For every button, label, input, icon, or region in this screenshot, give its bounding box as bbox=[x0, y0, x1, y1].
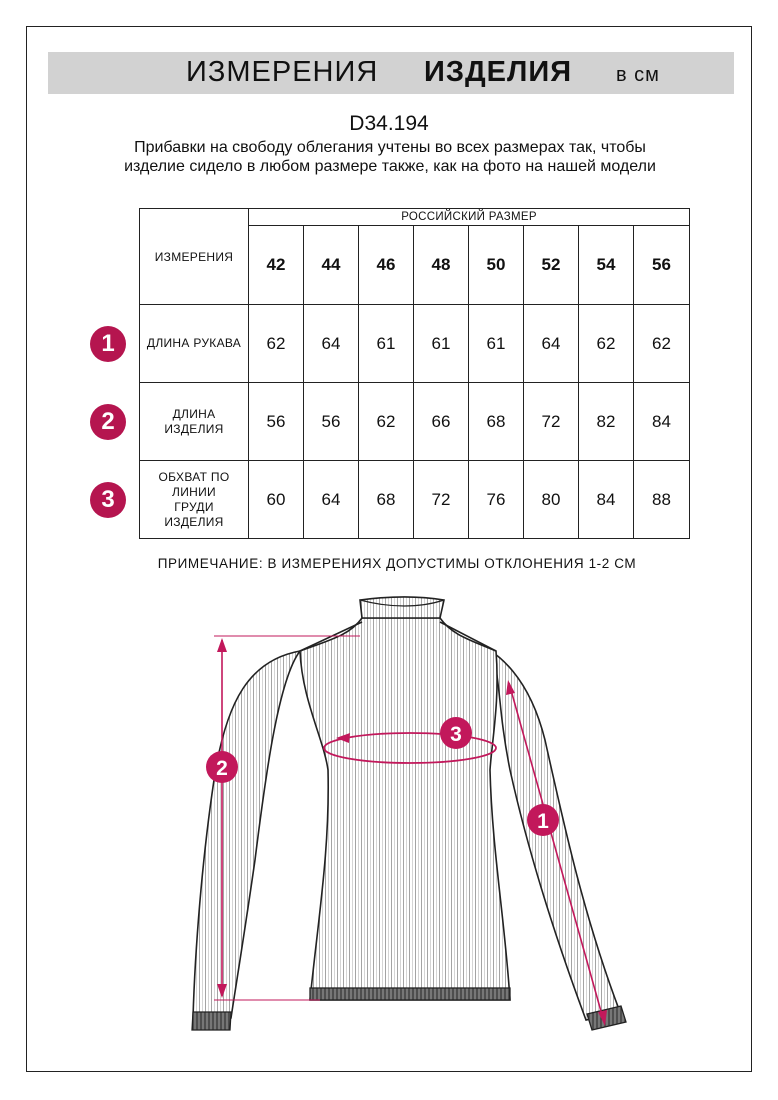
table-cell: 64 bbox=[304, 461, 359, 539]
size-header: 50 bbox=[469, 226, 524, 305]
header-unit: в см bbox=[616, 64, 660, 86]
table-row-product-length bbox=[140, 383, 690, 461]
row-number-badge: 2 bbox=[90, 404, 126, 440]
row-number-badge: 1 bbox=[90, 326, 126, 362]
table-cell: 64 bbox=[524, 305, 579, 383]
header-title-measurements: ИЗМЕРЕНИЯ bbox=[186, 56, 379, 88]
table-cell: 62 bbox=[249, 305, 304, 383]
table-cell: 88 bbox=[634, 461, 690, 539]
table-cell: 72 bbox=[414, 461, 469, 539]
table-cell: 60 bbox=[249, 461, 304, 539]
collar bbox=[360, 597, 444, 618]
row-label bbox=[140, 383, 249, 461]
table-corner-label: ИЗМЕРЕНИЯ bbox=[140, 209, 249, 305]
marker-2-label: 2 bbox=[216, 757, 228, 780]
size-header: 54 bbox=[579, 226, 634, 305]
table-cell: 62 bbox=[634, 305, 690, 383]
table-cell: 72 bbox=[524, 383, 579, 461]
table-cell: 84 bbox=[579, 461, 634, 539]
table-cell: 76 bbox=[469, 461, 524, 539]
product-code: D34.194 bbox=[349, 112, 429, 135]
table-cell: 64 bbox=[304, 305, 359, 383]
left-cuff bbox=[192, 1012, 231, 1030]
table-cell: 61 bbox=[469, 305, 524, 383]
marker-1-label: 1 bbox=[537, 810, 549, 833]
hem-band bbox=[310, 988, 510, 1000]
garment-diagram bbox=[0, 590, 778, 1060]
table-cell: 62 bbox=[359, 383, 414, 461]
header-title-product: ИЗДЕЛИЯ bbox=[424, 56, 573, 88]
marker-3 bbox=[440, 717, 472, 749]
garment-body bbox=[300, 618, 510, 1000]
size-header: 52 bbox=[524, 226, 579, 305]
marker-1 bbox=[527, 804, 559, 836]
row-label: ДЛИНА РУКАВА bbox=[140, 305, 249, 383]
table-cell: 68 bbox=[359, 461, 414, 539]
table-cell: 80 bbox=[524, 461, 579, 539]
size-header: 48 bbox=[414, 226, 469, 305]
table-cell: 56 bbox=[304, 383, 359, 461]
table-cell: 61 bbox=[359, 305, 414, 383]
fit-description: Прибавки на свободу облегания учтены во всех размерах так, чтобы изделие сидело в любом размере также, как на фото на нашей модели bbox=[124, 139, 656, 175]
row-number-badge: 3 bbox=[90, 482, 126, 518]
size-table bbox=[139, 208, 690, 539]
table-cell: 62 bbox=[579, 305, 634, 383]
size-header: 44 bbox=[304, 226, 359, 305]
table-cell: 56 bbox=[249, 383, 304, 461]
marker-2 bbox=[206, 751, 238, 783]
row-label-text: ОБХВАТ ПО ЛИНИИ ГРУДИ ИЗДЕЛИЯ bbox=[158, 469, 230, 529]
row-label-text: ДЛИНА ИЗДЕЛИЯ bbox=[164, 406, 224, 436]
table-group-header: РОССИЙСКИЙ РАЗМЕР bbox=[249, 209, 690, 226]
left-sleeve bbox=[193, 651, 300, 1018]
tolerance-note: ПРИМЕЧАНИЕ: В ИЗМЕРЕНИЯХ ДОПУСТИМЫ ОТКЛОНЕНИЯ 1-2 СМ bbox=[157, 556, 637, 571]
size-header: 46 bbox=[359, 226, 414, 305]
marker-3-label: 3 bbox=[450, 723, 462, 746]
table-cell: 66 bbox=[414, 383, 469, 461]
table-row-sleeve-length bbox=[140, 305, 690, 383]
size-header: 42 bbox=[249, 226, 304, 305]
table-cell: 84 bbox=[634, 383, 690, 461]
size-header: 56 bbox=[634, 226, 690, 305]
table-cell: 68 bbox=[469, 383, 524, 461]
row-label bbox=[140, 461, 249, 539]
table-row-chest-girth bbox=[140, 461, 690, 539]
table-cell: 61 bbox=[414, 305, 469, 383]
table-cell: 82 bbox=[579, 383, 634, 461]
